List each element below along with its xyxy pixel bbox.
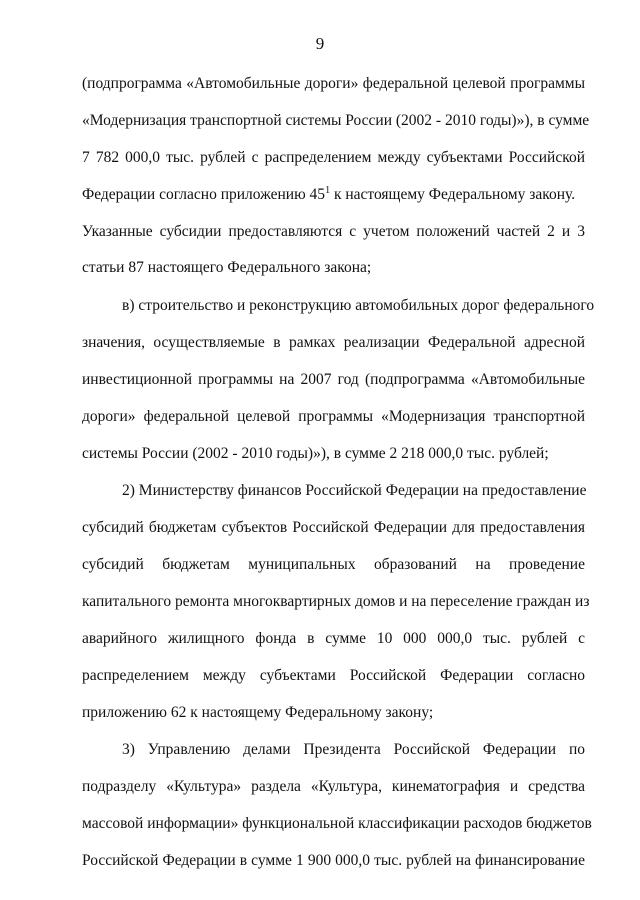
text-run: к настоящему Федеральному закону. [330, 186, 576, 203]
text-line: в) строительство и реконструкцию автомобильных дорог федерального [122, 297, 595, 314]
text-line: 2) Министерству финансов Российской Федерации на предоставление [122, 482, 587, 499]
text-line: дороги» федеральной целевой программы «Модернизация транспортной [82, 408, 585, 425]
text-line: Российской Федерации в сумме 1 900 000,0 тыс. рублей на финансирование [82, 852, 585, 869]
text-line: подразделу «Культура» раздела «Культура, кинематография и средства [82, 778, 585, 795]
text-line: массовой информации» функциональной классификации расходов бюджетов [82, 815, 592, 832]
text-line: распределением между субъектами Российской Федерации согласно [82, 667, 585, 684]
text-line: 3) Управлению делами Президента Российской Федерации по [122, 741, 585, 758]
text-line: субсидий бюджетам субъектов Российской Федерации для предоставления [82, 519, 585, 536]
page-number: 9 [315, 34, 325, 53]
text-line: аварийного жилищного фонда в сумме 10 000 000,0 тыс. рублей с [82, 630, 585, 647]
text-line: Указанные субсидии предоставляются с учетом положений частей 2 и 3 [82, 223, 585, 240]
text-line: приложению 62 к настоящему Федеральному закону; [82, 704, 434, 721]
text-line: статьи 87 настоящего Федерального закона; [82, 259, 372, 276]
text-line: (подпрограмма «Автомобильные дороги» федеральной целевой программы [82, 75, 585, 92]
text-line: субсидий бюджетам муниципальных образований на проведение [82, 556, 585, 573]
text-line: «Модернизация транспортной системы России (2002 - 2010 годы)»), в сумме [82, 112, 590, 129]
text-line: инвестиционной программы на 2007 год (подпрограмма «Автомобильные [82, 371, 585, 388]
text-line [82, 185, 585, 205]
text-line: 7 782 000,0 тыс. рублей с распределением между субъектами Российской [82, 149, 585, 166]
text-run: Федерации согласно приложению 45 [82, 186, 326, 203]
text-line: капитального ремонта многоквартирных домов и на переселение граждан из [82, 593, 590, 610]
text-line: значения, осуществляемые в рамках реализации Федеральной адресной [82, 334, 585, 351]
text-line: системы России (2002 - 2010 годы)»), в сумме 2 218 000,0 тыс. рублей; [82, 445, 549, 462]
footnote-superscript: 1 [325, 185, 331, 196]
